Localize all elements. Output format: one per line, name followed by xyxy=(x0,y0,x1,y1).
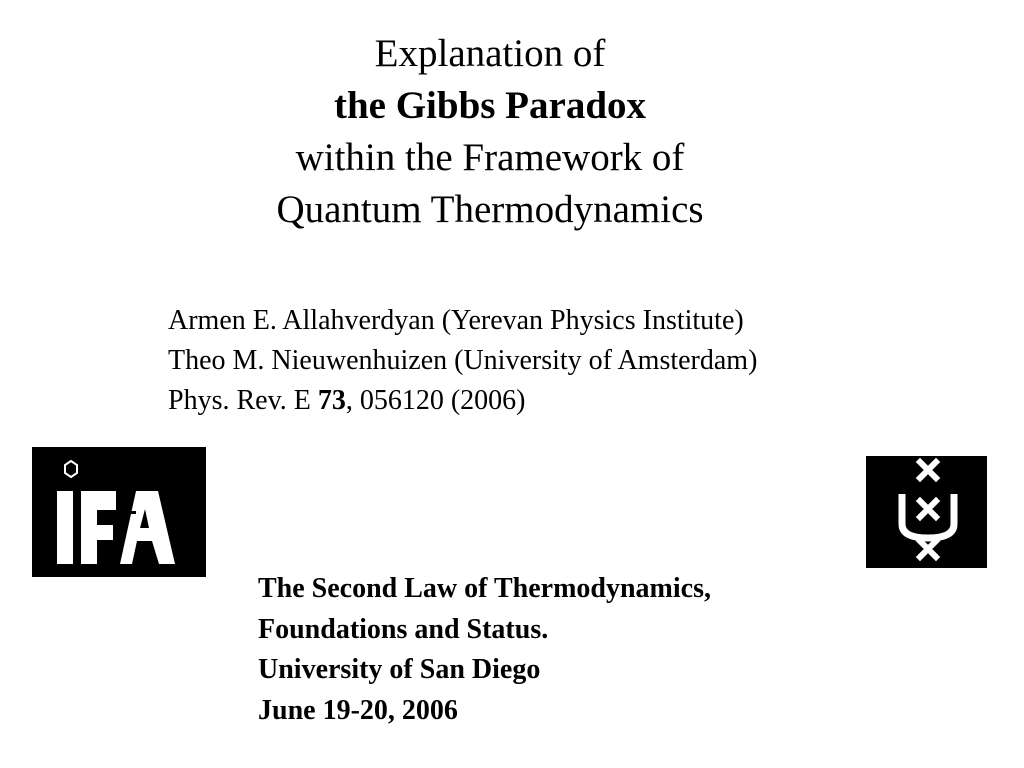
slide-title xyxy=(0,28,980,236)
author-1: Armen E. Allahverdyan (Yerevan Physics Institute) xyxy=(168,305,744,336)
reference-suffix: , 056120 (2006) xyxy=(345,385,526,416)
author-block xyxy=(168,301,757,421)
author-2: Theo M. Nieuwenhuizen (University of Amsterdam) xyxy=(168,345,758,376)
conference-line-3: University of San Diego xyxy=(258,654,541,685)
uva-logo xyxy=(866,456,987,568)
ifa-logo xyxy=(32,447,206,577)
uva-shield-icon xyxy=(866,456,987,568)
reference-volume: 73 xyxy=(317,385,346,416)
title-line-1: Explanation of xyxy=(374,32,606,75)
title-line-2: the Gibbs Paradox xyxy=(333,84,647,127)
reference xyxy=(168,381,757,421)
conference-line-1: The Second Law of Thermodynamics, xyxy=(258,573,711,604)
title-line-4: Quantum Thermodynamics xyxy=(276,188,704,231)
conference-line-2: Foundations and Status. xyxy=(258,613,549,645)
conference-block xyxy=(258,569,711,731)
reference-prefix: Phys. Rev. E xyxy=(168,385,318,416)
conference-line-4: June 19-20, 2006 xyxy=(258,694,458,726)
ifa-logo-icon xyxy=(32,447,206,577)
title-line-3: within the Framework of xyxy=(295,136,685,179)
